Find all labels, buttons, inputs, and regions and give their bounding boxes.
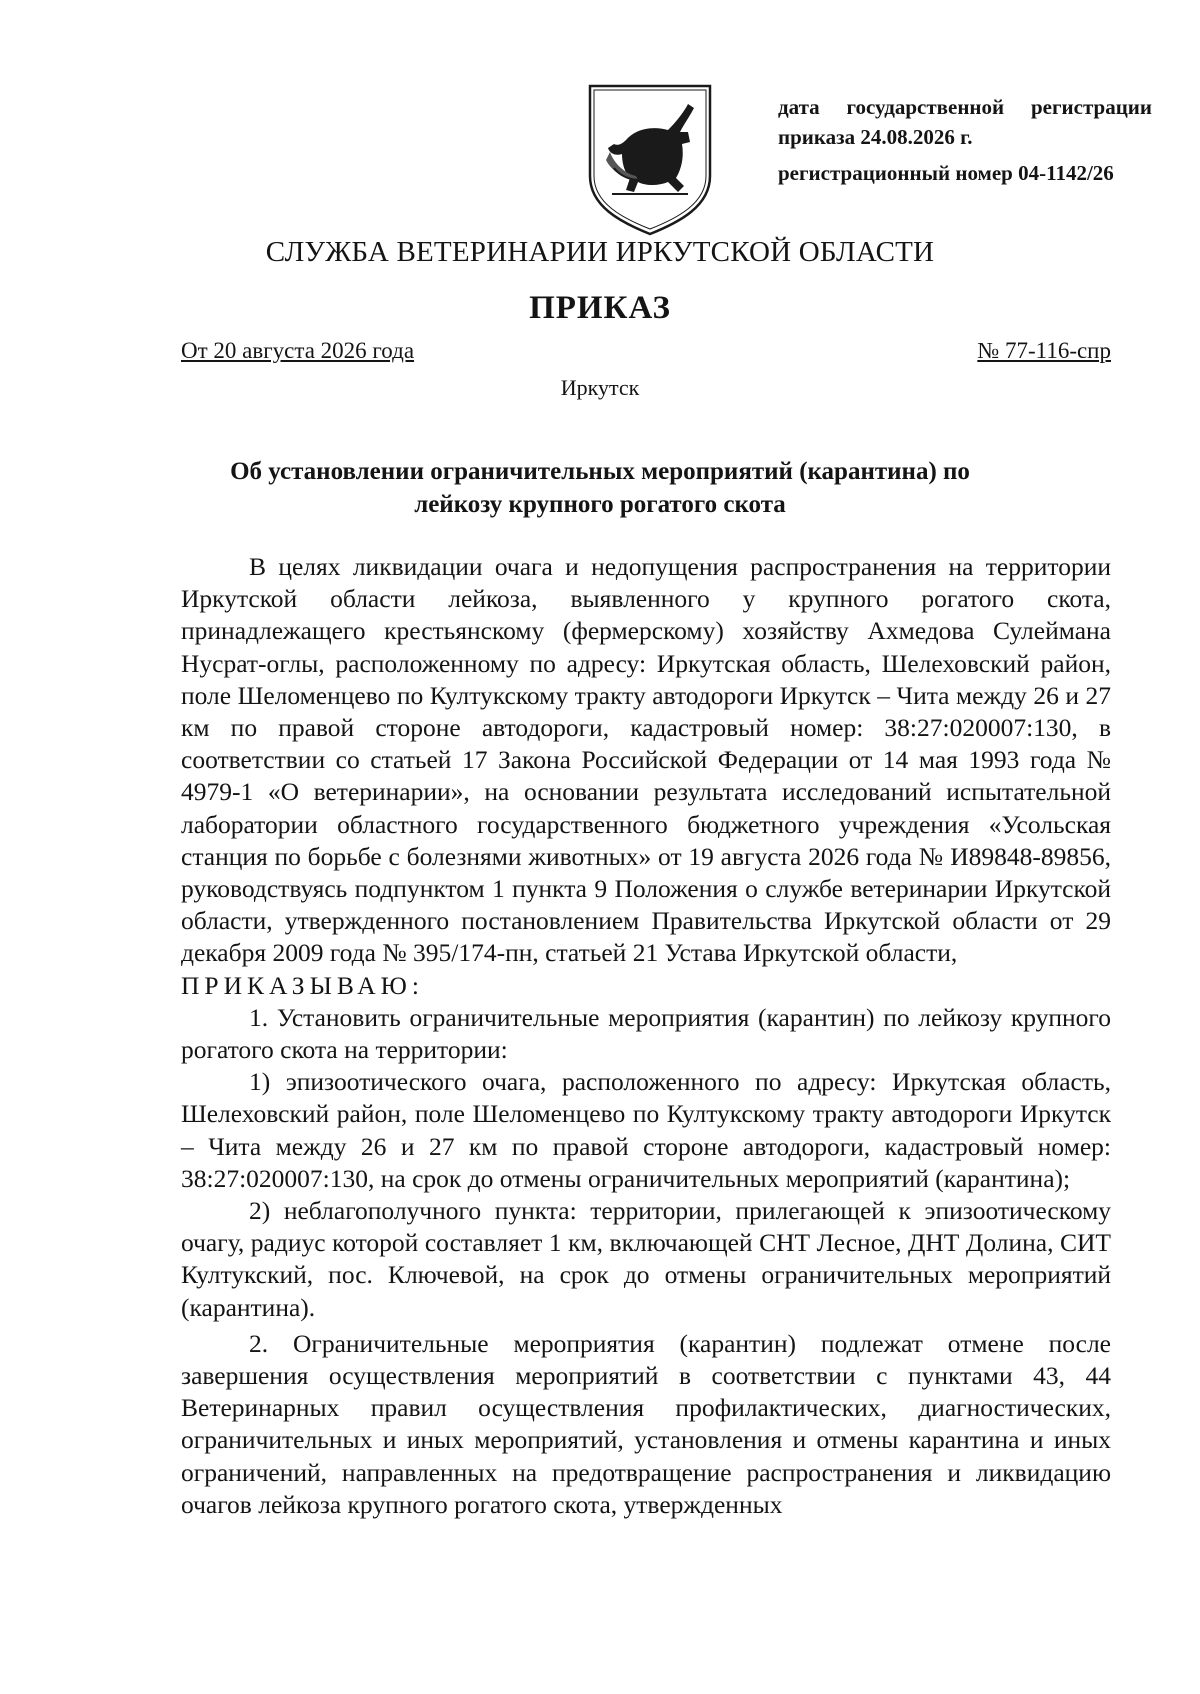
preamble-paragraph: В целях ликвидации очага и недопущения распространения на территории Иркутской области лейкоза, выявленного у крупного рогатого скота, принадлежащего крестьянскому (фермерскому) хозяйству Ахмедова Сулеймана Нусрат-оглы, расположенному по адресу: Иркутская область, Шелеховский район, поле Шеломенцево по Култукскому тракту автодороги Иркутск – Чита между 26 и 27 км по правой стороне автодороги, кадастровый номер: 38:27:020007:130, в соответствии со статьей 17 Закона Российской Федерации от 14 мая 1993 года № 4979-1 «О ветеринарии», на основании результата исследований испытательной лаборатории областного государственного бюджетного учреждения «Усольская станция по борьбе с болезнями животных» от 19 августа 2026 года № И89848-89856, руководствуясь подпунктом 1 пункта 9 Положения о службе ветеринарии Иркутской области, утвержденного постановлением Правительства Иркутской области от 29 декабря 2009 года № 395/174-пн, статьей 21 Устава Иркутской области, bbox=[181, 552, 1111, 968]
order-number: № 77-116-спр bbox=[977, 338, 1111, 363]
orders-word: ПРИКАЗЫВАЮ: bbox=[181, 970, 424, 1000]
registration-line-3: регистрационный номер 04-1142/26 bbox=[778, 161, 1114, 185]
item-1-subitem-2: 2) неблагополучного пункта: территории, прилегающей к эпизоотическому очагу, радиус которой составляет 1 км, включающей СНТ Лесное, ДНТ Долина, СИТ Култукский, пос. Ключевой, на срок до отмены ограничительных мероприятий (карантина). bbox=[181, 1196, 1111, 1322]
irkutsk-coat-of-arms-icon bbox=[584, 82, 716, 236]
city: Иркутск bbox=[560, 375, 640, 400]
item-2: 2. Ограничительные мероприятия (карантин) подлежат отмене после завершения осуществления мероприятий в соответствии с пунктами 43, 44 Ветеринарных правил осуществления профилактических, диагностических, ограничительных и иных мероприятий, установления и отмены карантина и иных ограничений, направленных на предотвращение распространения и ликвидацию очагов лейкоза крупного рогатого скота, утвержденных bbox=[181, 1328, 1111, 1519]
registration-line-1: дата государственной регистрации bbox=[778, 95, 1152, 119]
order-title bbox=[200, 455, 1000, 521]
registration-stamp bbox=[778, 92, 1152, 188]
order-date: От 20 августа 2026 года bbox=[181, 338, 415, 363]
registration-line-2: приказа 24.08.2026 г. bbox=[778, 125, 973, 149]
item-1: 1. Установить ограничительные мероприятия (карантин) по лейкозу крупного рогатого скота на территории: bbox=[181, 1002, 1111, 1065]
agency-name: СЛУЖБА ВЕТЕРИНАРИИ ИРКУТСКОЙ ОБЛАСТИ bbox=[265, 236, 935, 268]
order-title-line-2: лейкозу крупного рогатого скота bbox=[414, 491, 786, 518]
document-type: ПРИКАЗ bbox=[529, 290, 671, 326]
order-body bbox=[181, 551, 1111, 1521]
order-title-line-1: Об установлении ограничительных мероприятий (карантина) по bbox=[230, 458, 970, 485]
item-1-subitem-1: 1) эпизоотического очага, расположенного по адресу: Иркутская область, Шелеховский район, поле Шеломенцево по Култукскому тракту автодороги Иркутск – Чита между 26 и 27 км по правой стороне автодороги, кадастровый номер: 38:27:020007:130, на срок до отмены ограничительных мероприятий (карантина); bbox=[181, 1067, 1111, 1193]
